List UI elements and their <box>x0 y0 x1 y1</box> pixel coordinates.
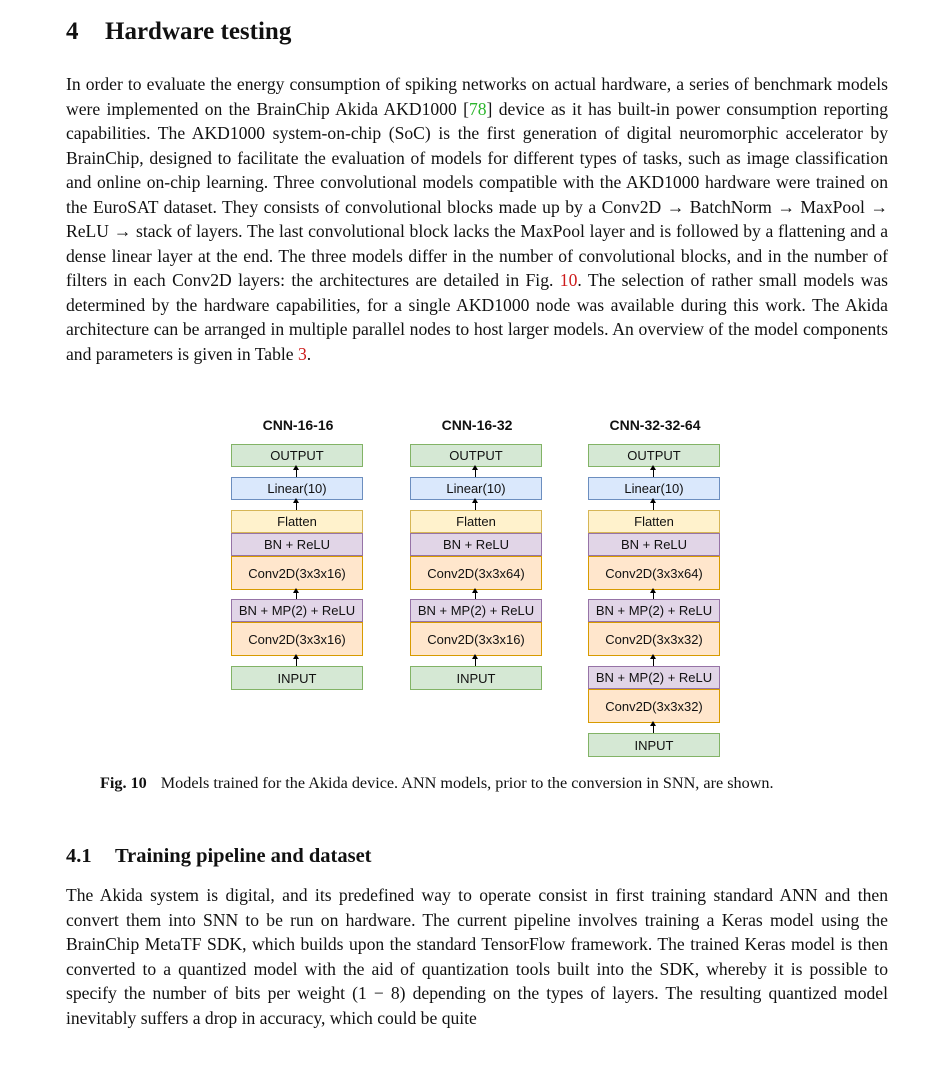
arrow-icon <box>653 590 654 599</box>
bn-mp-relu-block: BN + MP(2) + ReLU <box>588 666 720 689</box>
text-span: . The selection of rather small models was determined by the hardware capabilities, for a single AKD1000 node was available during this work. The Akida architecture can be arranged in multiple parallel nodes to host larger models. An overview of the model components and parameters is given in Table <box>66 270 889 364</box>
body-paragraph-2: The Akida system is digital, and its predefined way to operate consist in first training standard ANN and then convert them into SNN to be run on hardware. The current pipeline involves training a Keras model using the BrainChip MetaTF SDK, which builds upon the standard TensorFlow framework. The trained Keras model is then converted to a quantized model with the aid of quantization tools built into the SDK, whereby it is possible to specify the number of bits per weight (1 − 8) depending on the types of layers. The resulting quantized model inevitably suffers a drop in accuracy, which could be quite <box>66 885 888 1028</box>
conv-block: Conv2D(3x3x32) <box>588 622 720 656</box>
arrow-icon <box>475 590 476 599</box>
table-ref-link[interactable]: 3 <box>297 343 307 364</box>
subsection-title: Training pipeline and dataset <box>115 845 372 867</box>
subsection-heading <box>66 845 372 868</box>
input-block: INPUT <box>231 666 363 690</box>
section-number: 4 <box>66 18 79 45</box>
model-title: CNN-16-32 <box>441 417 513 433</box>
text-span: . <box>306 343 312 364</box>
arrow-icon <box>296 500 297 510</box>
linear-block: Linear(10) <box>410 477 542 500</box>
conv-block: Conv2D(3x3x16) <box>410 622 542 656</box>
citation-link[interactable]: 78 <box>468 98 487 119</box>
input-block: INPUT <box>410 666 542 690</box>
input-block: INPUT <box>588 733 720 757</box>
conv-block: Conv2D(3x3x64) <box>588 556 720 590</box>
bn-mp-relu-block: BN + MP(2) + ReLU <box>410 599 542 622</box>
arrow-icon <box>296 467 297 477</box>
conv-block: Conv2D(3x3x16) <box>231 622 363 656</box>
caption-text: Models trained for the Akida device. ANN models, prior to the conversion in SNN, are shown. <box>160 774 774 792</box>
conv-block: Conv2D(3x3x16) <box>231 556 363 590</box>
figure-ref-link[interactable]: 10 <box>559 270 578 290</box>
subsection-number: 4.1 <box>66 845 92 867</box>
linear-block: Linear(10) <box>588 477 720 500</box>
model-title: CNN-32-32-64 <box>609 417 701 433</box>
linear-block: Linear(10) <box>231 477 363 500</box>
bn-relu-block: BN + ReLU <box>231 533 363 556</box>
flatten-block: Flatten <box>231 510 363 533</box>
model-title: CNN-16-16 <box>262 417 334 433</box>
arrow-icon <box>475 500 476 510</box>
conv-block: Conv2D(3x3x32) <box>588 689 720 723</box>
arrow-icon <box>653 500 654 510</box>
caption-label: Fig. 10 <box>100 774 147 792</box>
flatten-block: Flatten <box>588 510 720 533</box>
section-heading <box>66 18 291 46</box>
conv-block: Conv2D(3x3x64) <box>410 556 542 590</box>
figure-caption <box>100 774 774 793</box>
arrow-icon <box>296 656 297 666</box>
arrow-icon <box>475 467 476 477</box>
arrow-icon <box>653 467 654 477</box>
arrow-icon <box>653 656 654 666</box>
arrow-icon <box>475 656 476 666</box>
output-block: OUTPUT <box>410 444 542 467</box>
output-block: OUTPUT <box>231 444 363 467</box>
body-paragraph-1 <box>66 72 888 366</box>
bn-mp-relu-block: BN + MP(2) + ReLU <box>588 599 720 622</box>
arrow-icon <box>653 723 654 733</box>
text-span: In order to evaluate the energy consumption of spiking networks on actual hardware, a series of benchmark models were implemented on the BrainChip Akida AKD1000 [ <box>66 74 888 119</box>
output-block: OUTPUT <box>588 444 720 467</box>
text-span: ] device as it has built-in power consumption reporting capabilities. The AKD1000 system-on-chip (SoC) is the first generation of digital neuromorphic accelerator by BrainChip, designed to facilitate the evaluation of models for different types of tasks, such as image classification and online on-chip learning. Three convolutional models compatible with the AKD1000 hardware were trained on the EuroSAT dataset. They consists of convolutional blocks made up by a Conv2D → BatchNorm → MaxPool → ReLU → stack of layers. The last convolutional block lacks the MaxPool layer and is followed by a flattening and a dense linear layer at the end. The three models differ in the number of convolutional blocks, and in the number of filters in each Conv2D layers: the architectures are detailed in Fig. <box>66 98 888 290</box>
arrow-icon <box>296 590 297 599</box>
bn-mp-relu-block: BN + MP(2) + ReLU <box>231 599 363 622</box>
bn-relu-block: BN + ReLU <box>588 533 720 556</box>
section-title: Hardware testing <box>105 18 292 45</box>
bn-relu-block: BN + ReLU <box>410 533 542 556</box>
flatten-block: Flatten <box>410 510 542 533</box>
